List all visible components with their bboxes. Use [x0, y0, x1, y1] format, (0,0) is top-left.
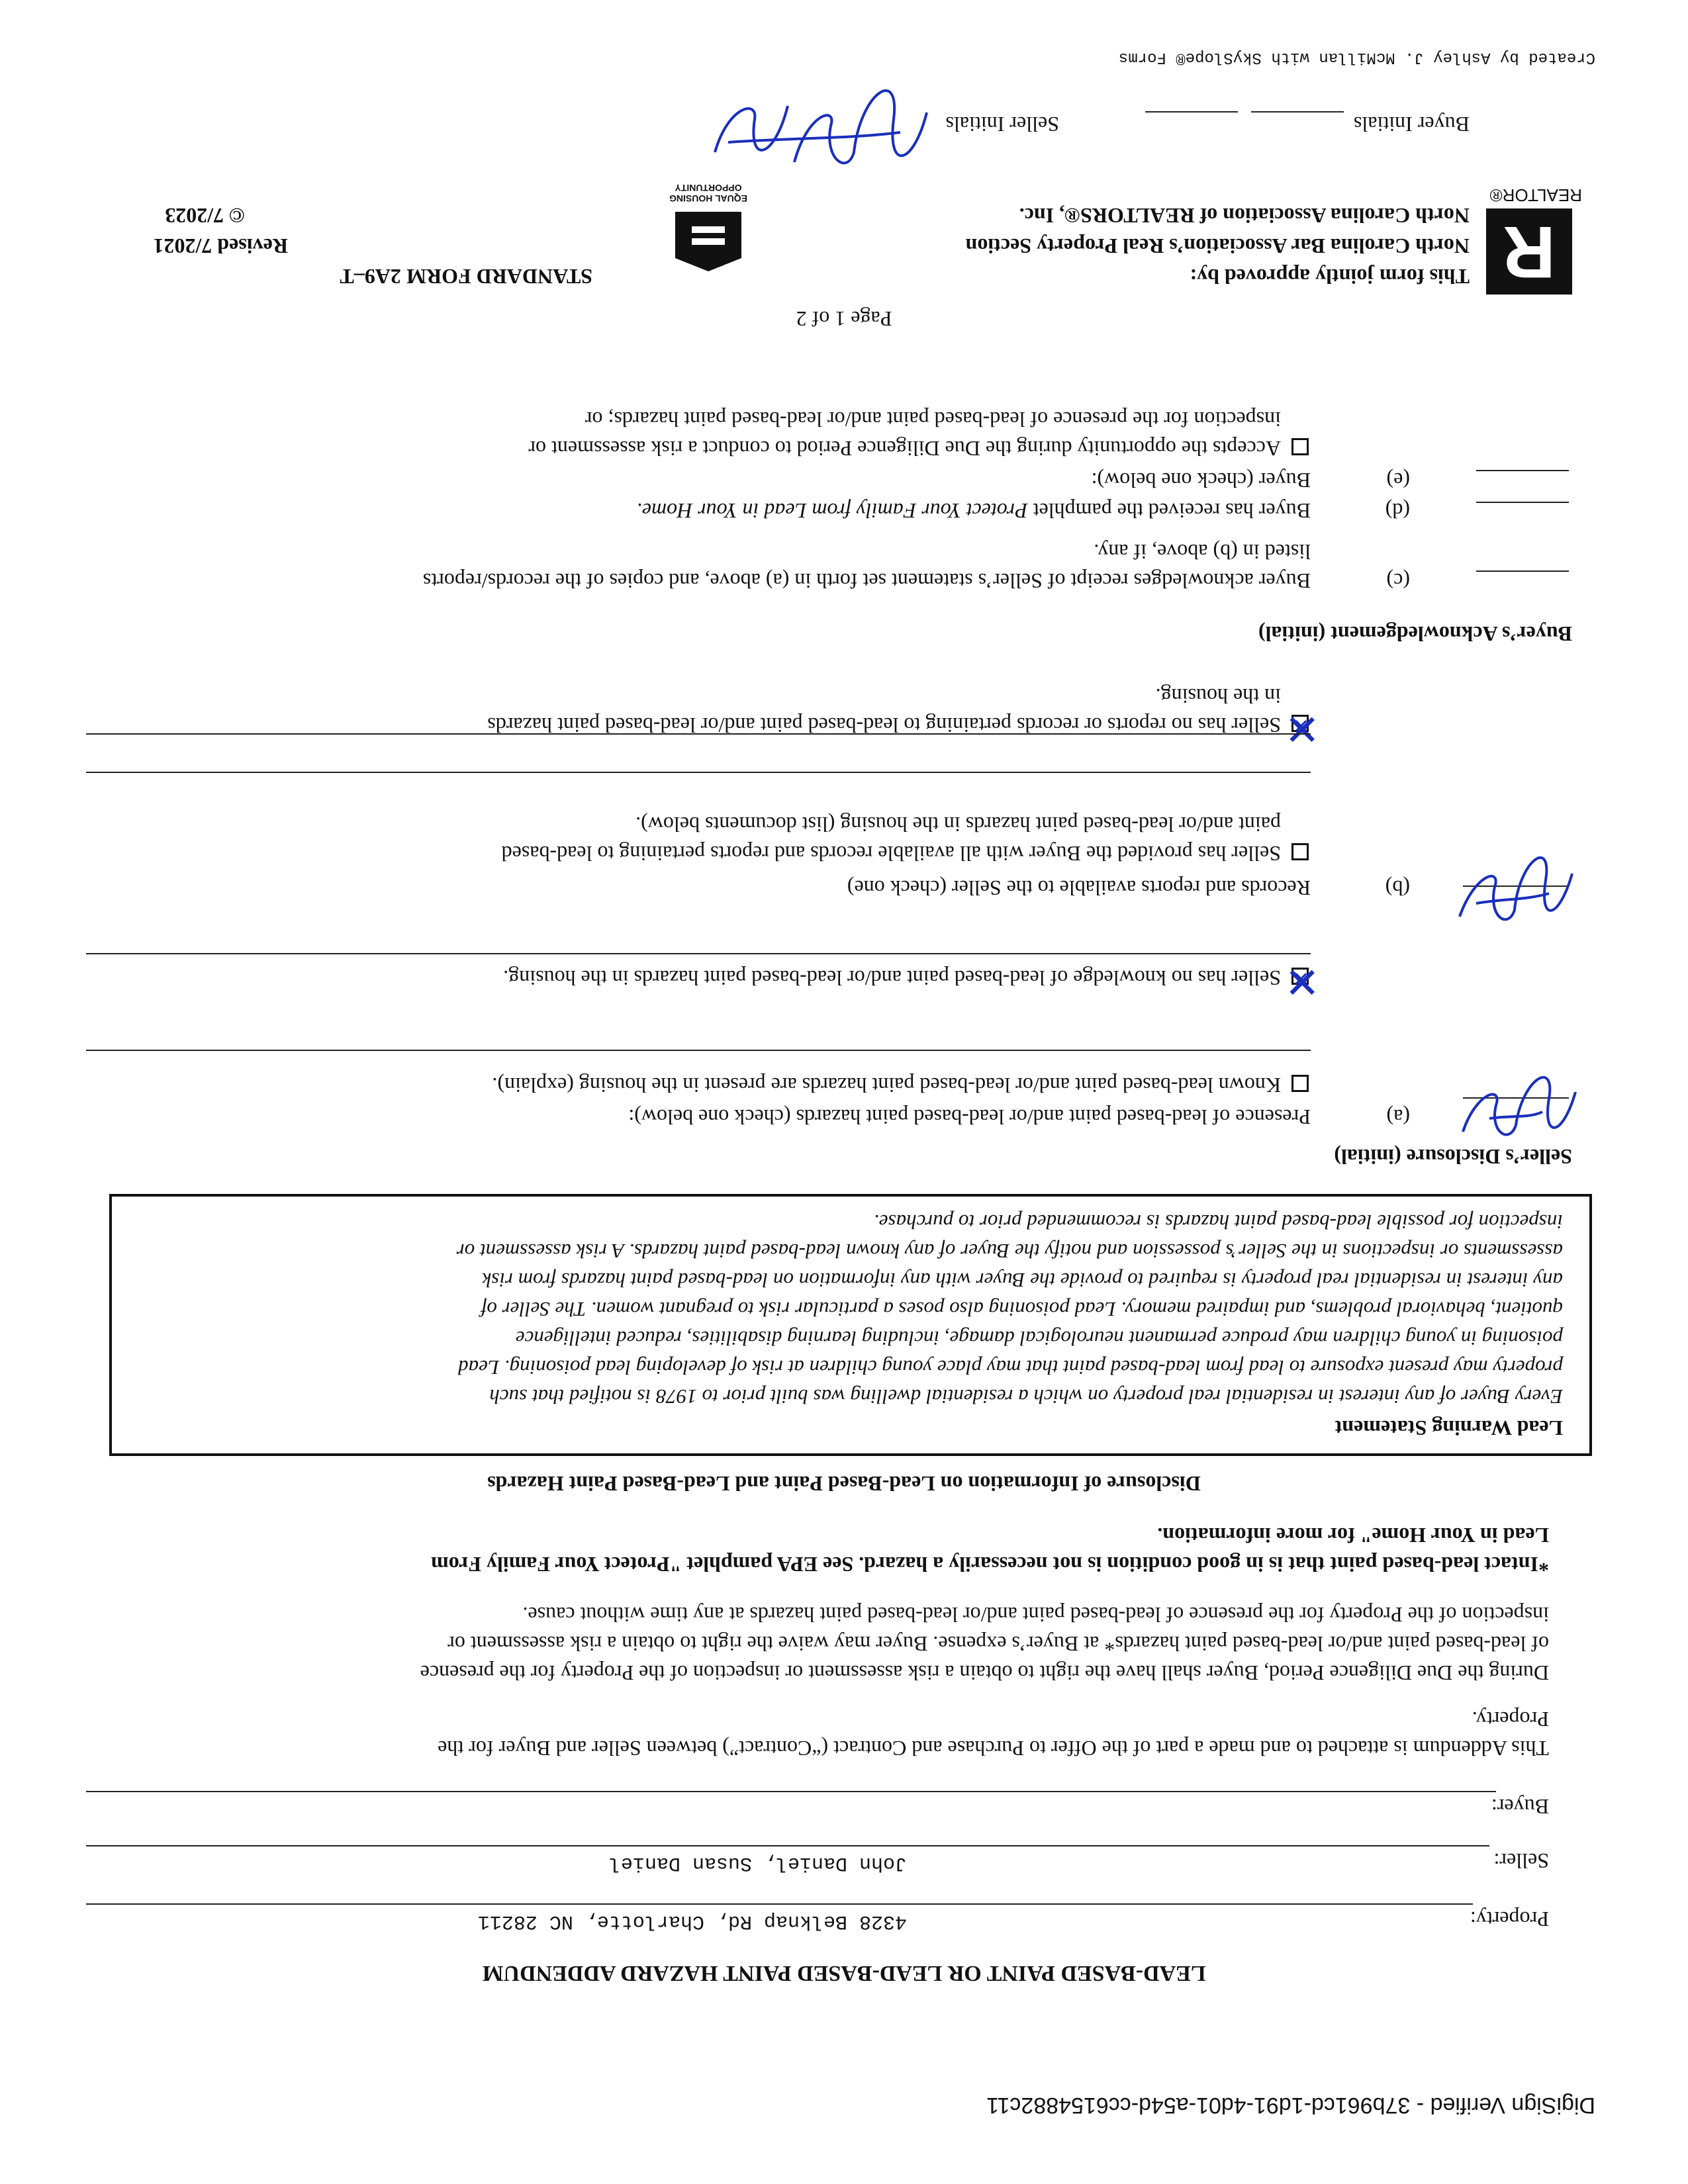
- seller-item-a-text: Presence of lead-based paint and/or lead-based paint hazards (check one below):: [628, 1105, 1311, 1129]
- seller-b-no-reports-text: Seller has no reports or records pertaining to lead-based paint and/or lead-based paint hazards in the housing.: [487, 684, 1281, 737]
- buyer-initials-e-line[interactable]: [1476, 470, 1569, 471]
- seller-field-line: [86, 1845, 1489, 1846]
- standard-form-number: STANDARD FORM 2A9–T: [340, 265, 592, 289]
- seller-b-check-mark-icon: ✕: [1284, 704, 1320, 752]
- buyer-item-e-label: (e): [1386, 469, 1410, 492]
- copyright-date: © 7/2023: [165, 204, 245, 228]
- seller-initials-label: Seller Initials: [945, 113, 1059, 136]
- intro-paragraph: This Addendum is attached to and made a part of the Offer to Purchase and Contract (“Contract”) between Seller and Buyer for the Property.: [438, 1707, 1549, 1760]
- buyer-initials-line-2[interactable]: [1145, 111, 1238, 113]
- buyer-item-d-label: (d): [1385, 499, 1410, 523]
- seller-initials-a-signature: [1443, 1066, 1589, 1152]
- seller-a-line-2: [86, 953, 1311, 954]
- realtors-association-text: North Carolina Association of REALTORS®, Inc.: [1019, 204, 1470, 228]
- seller-value[interactable]: John Daniel, Susan Daniel: [608, 1852, 907, 1874]
- buyer-item-e-text: Buyer (check one below):: [1091, 469, 1311, 492]
- seller-label: Seller:: [1493, 1849, 1549, 1873]
- seller-a-no-knowledge-text: Seller has no knowledge of lead-based paint and/or lead-based paint hazards in the housing.: [503, 966, 1281, 990]
- due-diligence-paragraph: During the Due Diligence Period, Buyer shall have the right to obtain a risk assessment or inspection of the Property for the presence of lead-based paint and/or lead-based paint hazards* at Buyer’s expense. Buyer may waive the right to obtain a risk assessment or inspection of the Property for the presence of lead-based paint and/or lead-based paint hazards at any time without cause.: [420, 1603, 1549, 1685]
- lead-warning-heading: Lead Warning Statement: [1335, 1416, 1563, 1440]
- property-field-line: [86, 1903, 1473, 1905]
- seller-initials-footer-signature: [702, 86, 940, 185]
- seller-b-provided-text: Seller has provided the Buyer with all available records and reports pertaining to lead-based paint and/or lead-based paint hazards in the housing (list documents below).: [501, 813, 1281, 866]
- seller-disclosure-heading: Seller’s Disclosure (initial): [1334, 1145, 1572, 1169]
- created-by-text: Created by Ashley J. McMillan with SkySlope® Forms: [1118, 48, 1595, 66]
- buyer-e-accepts-text: Accepts the opportunity during the Due Diligence Period to conduct a risk assessment or inspection for the presence of lead-based paint and/or lead-based paint hazards; or: [528, 408, 1281, 461]
- bar-association-text: North Carolina Bar Association’s Real Property Section: [965, 234, 1470, 258]
- seller-b-provided-checkbox[interactable]: [1291, 843, 1309, 860]
- seller-b-line-2: [86, 733, 1311, 735]
- buyer-initials-label: Buyer Initials: [1353, 113, 1470, 136]
- seller-initials-b-signature: [1443, 847, 1589, 940]
- seller-item-b-label: (b): [1385, 876, 1410, 900]
- equal-housing-icon: [669, 208, 748, 271]
- buyer-initials-line-1[interactable]: [1251, 111, 1344, 113]
- buyer-initials-d-line[interactable]: [1476, 502, 1569, 503]
- equal-housing-text: EQUAL HOUSING OPPORTUNITY: [669, 183, 747, 204]
- buyer-item-d-text: Buyer has received the pamphlet Protect Your Family from Lead in Your Home.: [636, 499, 1311, 523]
- buyer-item-c-text: Buyer acknowledges receipt of Seller’s statement set forth in (a) above, and copies of the records/reports listed in (b) above, if any.: [422, 540, 1311, 593]
- seller-a-check-mark-icon: ✕: [1284, 956, 1320, 1005]
- buyer-field-line: [86, 1791, 1496, 1792]
- realtor-logo: R: [1486, 208, 1572, 295]
- seller-item-b-text: Records and reports available to the Seller (check one): [847, 876, 1311, 900]
- buyer-item-c-label: (c): [1386, 569, 1410, 593]
- property-label: Property:: [1470, 1907, 1549, 1931]
- disclosure-heading: Disclosure of Information on Lead-Based Paint and Lead-Based Paint Hazards: [487, 1472, 1201, 1496]
- lead-warning-box: [109, 1194, 1592, 1456]
- buyer-e-accepts-checkbox[interactable]: [1291, 438, 1309, 455]
- intact-paint-note: *Intact lead-based paint that is in good condition is not necessarily a hazard. See EPA pamphlet "Protect Your Family From Lead in Your Home" for more information.: [431, 1524, 1549, 1576]
- revised-date: Revised 7/2021: [153, 234, 288, 258]
- realtor-logo-text: REALTOR®: [1489, 185, 1582, 205]
- lead-warning-text: Every Buyer of any interest in residential real property on which a residential dwelling was built prior to 1978 is notified that such property may present exposure to lead from lead-based paint that may place young children at risk of developing lead poisoning. Lead poisoning in young children may produce permanent neurological damage, including learning disabilities, reduced intelligence quotient, behavioral problems, and impaired memory. Lead poisoning also poses a particular risk to pregnant women. The Seller of any interest in residential real property is required to provide the Buyer with any information on lead-based paint hazards from risk assessments or inspections in the Seller’s possession and notify the Buyer of any known lead-based paint hazards. A risk assessment or inspection for possible lead-based paint hazards is recommended prior to purchase.: [456, 1210, 1563, 1408]
- digisign-verification: DigiSign Verified - 37b961cd-1d91-4d01-a54d-cc61548​82c11: [986, 2093, 1595, 2118]
- page-number: Page 1 of 2: [796, 307, 892, 331]
- buyer-initials-c-line[interactable]: [1476, 570, 1569, 572]
- seller-item-a-label: (a): [1386, 1105, 1410, 1129]
- approved-by-text: This form jointly approved by:: [1190, 265, 1470, 289]
- seller-a-known-checkbox[interactable]: [1291, 1075, 1309, 1092]
- buyer-label: Buyer:: [1491, 1795, 1549, 1819]
- seller-a-known-text: Known lead-based paint and/or lead-based paint hazards are present in the housing (explain).: [492, 1073, 1281, 1097]
- seller-a-explain-line[interactable]: [86, 1050, 1311, 1051]
- form-title: LEAD-BASED PAINT OR LEAD-BASED PAINT HAZARD ADDENDUM: [482, 1961, 1206, 1985]
- seller-b-documents-line[interactable]: [86, 772, 1311, 773]
- buyer-ack-heading: Buyer’s Acknowledgement (initial): [1258, 622, 1572, 646]
- property-value[interactable]: 4328 Belknap Rd, Charlotte, NC 28211: [477, 1910, 907, 1933]
